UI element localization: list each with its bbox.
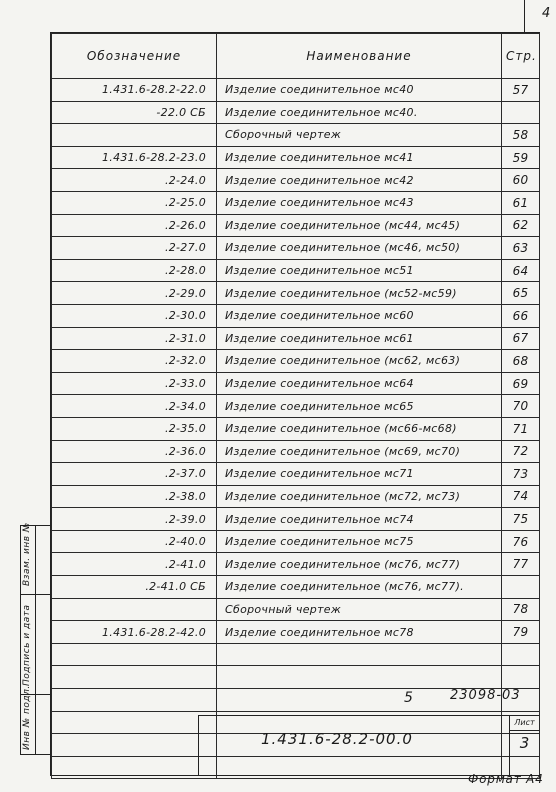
table-header-row [52, 34, 540, 79]
row-name: Изделие соединительное (мс52-мс59) [217, 282, 502, 305]
row-page: 68 [502, 350, 540, 373]
row-name: Изделие соединительное мс51 [217, 259, 502, 282]
row-page: 78 [502, 598, 540, 621]
empty-cell [52, 689, 217, 712]
sheet-label: Лист [510, 716, 539, 731]
row-page: 60 [502, 169, 540, 192]
empty-cell [52, 643, 217, 666]
document-designation: 1.431.6-28.2-00.0 [261, 730, 413, 748]
row-code: 1.431.6-28.2-22.0 [52, 79, 217, 102]
table-row [52, 259, 540, 282]
table-row [52, 237, 540, 260]
row-code: 1.431.6-28.2-23.0 [52, 146, 217, 169]
row-page: 75 [502, 508, 540, 531]
sheet-box [509, 716, 539, 776]
table-row [52, 350, 540, 373]
row-page: 61 [502, 191, 540, 214]
row-name: Изделие соединительное (мс46, мс50) [217, 237, 502, 260]
row-code: .2-36.0 [52, 440, 217, 463]
row-name: Изделие соединительное (мс76, мс77) [217, 553, 502, 576]
row-page: 77 [502, 553, 540, 576]
row-code: .2-38.0 [52, 485, 217, 508]
table-row [52, 576, 540, 599]
table-row [52, 621, 540, 644]
row-name: Изделие соединительное мс64 [217, 372, 502, 395]
header-page: Стр. [502, 34, 540, 79]
row-code: -22.0 СБ [52, 101, 217, 124]
row-page: 76 [502, 530, 540, 553]
side-stamp-rule [21, 594, 51, 595]
row-name: Изделие соединительное (мс66-мс68) [217, 417, 502, 440]
row-page: 79 [502, 621, 540, 644]
empty-cell [502, 643, 540, 666]
drawing-number: 23098-03 [450, 688, 521, 703]
row-code: .2-40.0 [52, 530, 217, 553]
empty-cell [52, 734, 217, 757]
table-row [52, 214, 540, 237]
table-row [52, 598, 540, 621]
row-name: Изделие соединительное (мс44, мс45) [217, 214, 502, 237]
row-name: Изделие соединительное мс65 [217, 395, 502, 418]
row-name: Изделие соединительное (мс72, мс73) [217, 485, 502, 508]
table-row [52, 304, 540, 327]
table-row [52, 101, 540, 124]
table-row [52, 146, 540, 169]
row-page: 70 [502, 395, 540, 418]
row-code [52, 598, 217, 621]
row-page: 71 [502, 417, 540, 440]
row-page: 59 [502, 146, 540, 169]
row-name: Изделие соединительное мс40 [217, 79, 502, 102]
row-code: .2-33.0 [52, 372, 217, 395]
empty-cell [52, 756, 217, 779]
empty-row [52, 666, 540, 689]
row-name: Изделие соединительное (мс62, мс63) [217, 350, 502, 373]
row-name: Изделие соединительное мс60 [217, 304, 502, 327]
row-code: .2-31.0 [52, 327, 217, 350]
row-name: Сборочный чертеж [217, 124, 502, 147]
row-page: 57 [502, 79, 540, 102]
table-row [52, 440, 540, 463]
empty-cell [52, 666, 217, 689]
empty-cell [217, 666, 502, 689]
row-code: .2-28.0 [52, 259, 217, 282]
row-code [52, 124, 217, 147]
table-row [52, 395, 540, 418]
table-row [52, 191, 540, 214]
row-code: .2-25.0 [52, 191, 217, 214]
row-name: Изделие соединительное мс78 [217, 621, 502, 644]
row-name: Изделие соединительное мс42 [217, 169, 502, 192]
row-page: 69 [502, 372, 540, 395]
row-page: 72 [502, 440, 540, 463]
row-code: .2-35.0 [52, 417, 217, 440]
empty-cell [217, 643, 502, 666]
row-name: Изделие соединительное (мс69, мс70) [217, 440, 502, 463]
table-row [52, 327, 540, 350]
table-body [52, 79, 540, 779]
row-code: .2-34.0 [52, 395, 217, 418]
row-name: Изделие соединительное мс61 [217, 327, 502, 350]
replace-inv-label: Взам. инв № [22, 522, 32, 586]
table-row [52, 530, 540, 553]
row-code: .2-41.0 [52, 553, 217, 576]
row-code: .2-24.0 [52, 169, 217, 192]
row-name: Изделие соединительное мс74 [217, 508, 502, 531]
table-row [52, 553, 540, 576]
row-name: Изделие соединительное мс71 [217, 463, 502, 486]
row-name: Изделие соединительное мс40. [217, 101, 502, 124]
row-page: 73 [502, 463, 540, 486]
table-row [52, 124, 540, 147]
contents-table [51, 33, 540, 779]
side-stamp [20, 522, 50, 755]
table-row [52, 372, 540, 395]
header-code: Обозначение [52, 34, 217, 79]
row-code: .2-29.0 [52, 282, 217, 305]
row-code: .2-32.0 [52, 350, 217, 373]
inv-orig-label: Инв № подл. [22, 685, 32, 750]
row-code: .2-37.0 [52, 463, 217, 486]
empty-row [52, 643, 540, 666]
row-page [502, 576, 540, 599]
corner-divider [524, 0, 540, 32]
row-page: 74 [502, 485, 540, 508]
row-page: 66 [502, 304, 540, 327]
row-code: 1.431.6-28.2-42.0 [52, 621, 217, 644]
row-name: Изделие соединительное мс75 [217, 530, 502, 553]
table-row [52, 463, 540, 486]
side-stamp-divider [35, 526, 36, 754]
sheet-number: 3 [519, 734, 530, 752]
empty-cell [52, 711, 217, 734]
empty-cell [502, 666, 540, 689]
corner-page-number: 4 [542, 6, 551, 21]
table-row [52, 508, 540, 531]
title-block [198, 715, 539, 775]
row-page: 62 [502, 214, 540, 237]
row-code: .2-26.0 [52, 214, 217, 237]
table-row [52, 282, 540, 305]
row-name: Изделие соединительное мс41 [217, 146, 502, 169]
table-row [52, 485, 540, 508]
row-name: Изделие соединительное мс43 [217, 191, 502, 214]
table-row [52, 169, 540, 192]
table-row [52, 79, 540, 102]
signature-date-label: Подпись и дата [22, 604, 32, 686]
row-name: Сборочный чертеж [217, 598, 502, 621]
row-page: 67 [502, 327, 540, 350]
row-page [502, 101, 540, 124]
row-page: 58 [502, 124, 540, 147]
row-name: Изделие соединительное (мс76, мс77). [217, 576, 502, 599]
row-code: .2-27.0 [52, 237, 217, 260]
table-row [52, 417, 540, 440]
header-name: Наименование [217, 34, 502, 79]
row-page: 64 [502, 259, 540, 282]
row-code: .2-39.0 [52, 508, 217, 531]
sheet-mark: 5 [404, 690, 413, 706]
row-page: 65 [502, 282, 540, 305]
row-code: .2-41.0 СБ [52, 576, 217, 599]
format-label: Формат А4 [468, 772, 544, 786]
row-code: .2-30.0 [52, 304, 217, 327]
row-page: 63 [502, 237, 540, 260]
